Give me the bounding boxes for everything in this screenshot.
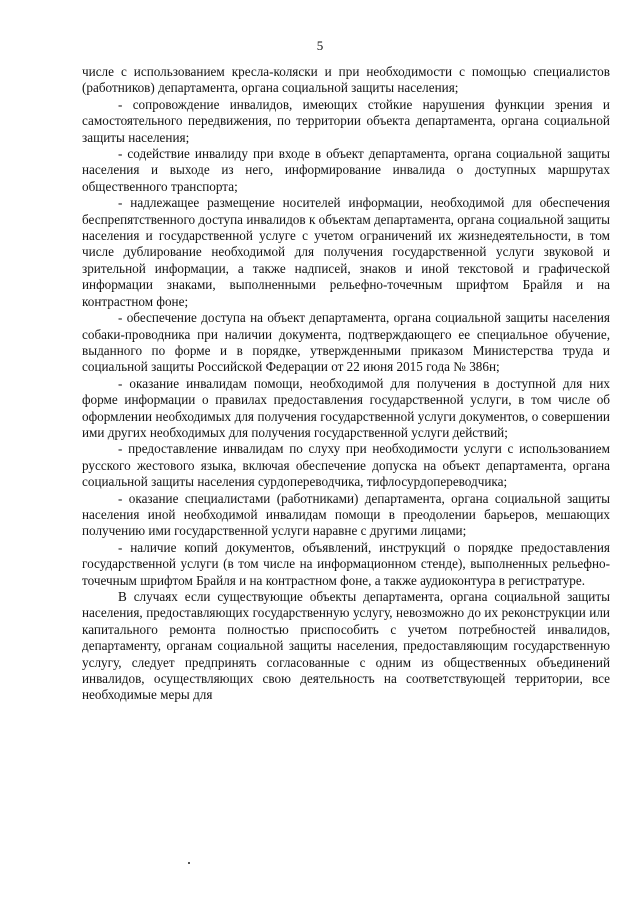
list-item-information-assistance: - оказание инвалидам помощи, необходимой для получения в доступной для них форме информации о правилах предоставления государственной услуги, в том числе об оформлении необходимых для получения государственной услуги документов, о совершении ими других необходимых для получения государственной услуги действий; [82,375,610,440]
page-number: 5 [316,38,324,53]
list-item-escort: - сопровождение инвалидов, имеющих стойкие нарушения функции зрения и самостоятельного передвижения, по территории объекта департамента, органа социальной защиты населения; [82,96,610,145]
scan-speck [188,862,190,864]
list-item-barrier-assistance: - оказание специалистами (работниками) департамента, органа социальной защиты населения иной необходимой инвалидам помощи в преодолении барьеров, мешающих получению ими государственной услуги наравне с другими лицами; [82,490,610,539]
list-item-entry-assistance: - содействие инвалиду при входе в объект департамента, органа социальной защиты населения и выходе из него, информирование инвалида о доступных маршрутах общественного транспорта; [82,146,610,194]
list-item-guide-dog-access: - обеспечение доступа на объект департамента, органа социальной защиты населения собаки-проводника при наличии документа, подтверждающего ее специальное обучение, выданного по форме и в порядке, утвержденными приказом Министерства труда и социальной защиты Российской Федерации от 22 июня 2015 года № 386н; [82,310,610,375]
list-item-information-placement: - надлежащее размещение носителей информации, необходимой для обеспечения беспрепятственного доступа инвалидов к объектам департамента, органа социальной защиты населения и государственной услуге с учетом ограничений их жизнедеятельности, в том числе дублирование необходимой для получения государственной услуги звуковой и зрительной информации, а также надписей, знаков и иной текстовой и графической информации знаками, выполненными рельефно-точечным шрифтом Брайля и на контрастном фоне; [82,195,610,309]
list-item-sign-language: - предоставление инвалидам по слуху при необходимости услуги с использованием русского жестового языка, включая обеспечение допуска на объект департамента, органа социальной защиты населения сурдопереводчика, тифлосурдопереводчика; [82,441,610,490]
list-item-braille-documents: - наличие копий документов, объявлений, инструкций о порядке предоставления государственной услуги (в том числе на информационном стенде), выполненных рельефно-точечным шрифтом Брайля и на контрастном фоне, а также аудиоконтура в регистратуре. [82,539,610,588]
document-body [82,64,610,704]
paragraph-continuation: числе с использованием кресла-коляски и при необходимости с помощью специалистов (работников) департамента, органа социальной защиты населения; [82,64,610,96]
paragraph-reconstruction: В случаях если существующие объекты департамента, органа социальной защиты населения, предоставляющих государственную услугу, невозможно до их реконструкции или капитального ремонта полностью приспособить с учетом потребностей инвалидов, департаменту, органам социальной защиты населения, предоставляющим государственную услугу, следует предпринять согласованные с одним из общественных объединений инвалидов, осуществляющих свою деятельность на соответствующей территории, все необходимые меры для [82,589,610,703]
